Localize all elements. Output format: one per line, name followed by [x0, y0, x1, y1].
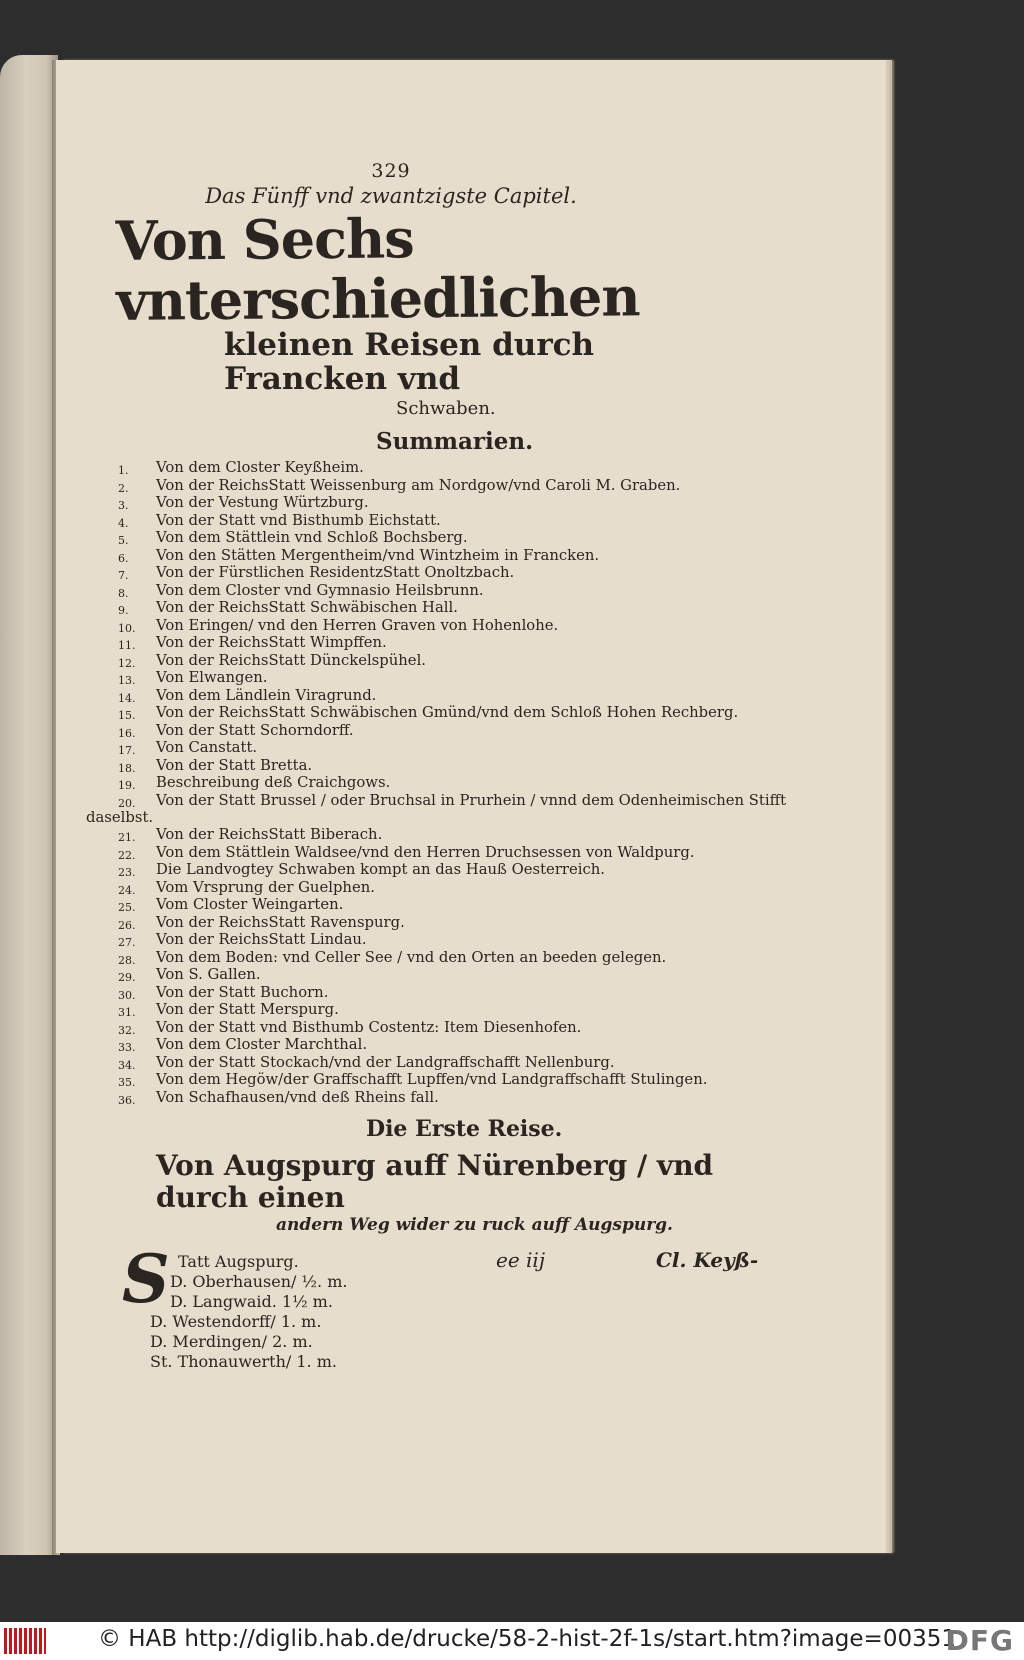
toc-text: Von S. Gallen. — [156, 966, 261, 983]
toc-text: Von der ReichsStatt Weissenburg am Nordgow/vnd Caroli M. Graben. — [156, 476, 681, 494]
toc-item — [86, 931, 766, 949]
route-stop: D. Merdingen/ 2. m. — [150, 1332, 313, 1351]
dfg-logo: DFG — [945, 1624, 1014, 1657]
toc-number: 25. — [118, 901, 136, 914]
toc-text: Von der ReichsStatt Ravenspurg. — [156, 913, 405, 931]
toc-item — [86, 634, 766, 652]
toc-item — [86, 547, 766, 565]
toc-item — [86, 879, 766, 897]
toc-number: 24. — [118, 883, 136, 897]
toc-number: 29. — [118, 971, 136, 984]
toc-number: 1. — [118, 464, 129, 477]
toc-item — [86, 896, 766, 914]
left-page-edge — [0, 55, 58, 1555]
toc-text: Vom Vrsprung der Guelphen. — [156, 878, 375, 896]
toc-number: 33. — [118, 1041, 136, 1054]
toc-item — [86, 844, 766, 862]
summary-heading: Summarien. — [376, 428, 534, 455]
barcode-icon — [4, 1628, 46, 1654]
toc-number: 30. — [118, 988, 136, 1002]
toc-number: 6. — [118, 551, 129, 565]
toc-text: Von dem Stättlein vnd Schloß Bochsberg. — [156, 529, 468, 546]
toc-number: 11. — [118, 639, 136, 652]
toc-text: Von der Statt Merspurg. — [156, 1001, 339, 1018]
toc-item — [86, 791, 787, 810]
toc-item — [86, 722, 766, 740]
toc-text: Von dem Stättlein Waldsee/vnd den Herren Druchsessen von Waldpurg. — [156, 843, 695, 861]
toc-item — [86, 1054, 766, 1072]
route-stop: D. Oberhausen/ ½. m. — [170, 1272, 348, 1291]
toc-item — [86, 1001, 766, 1019]
toc-number: 19. — [118, 779, 136, 792]
page-number: 329 — [371, 160, 411, 182]
toc-text: Von der Statt Buchorn. — [156, 983, 329, 1001]
title-main: Von Sechs vnterschiedlichen — [115, 206, 640, 333]
toc-text: Von der ReichsStatt Wimpffen. — [156, 634, 387, 651]
journey-title: Von Augspurg auff Nürenberg / vnd durch einen — [156, 1149, 714, 1214]
toc-item — [86, 914, 766, 932]
signature-mark: ee iij — [496, 1248, 546, 1272]
footer-url[interactable]: © HAB http://diglib.hab.de/drucke/58-2-hist-2f-1s/start.htm?image=00351 — [98, 1626, 956, 1652]
toc-number: 34. — [118, 1058, 136, 1072]
footer-bar — [0, 1622, 1024, 1660]
toc-item — [86, 704, 766, 722]
journey-heading: Die Erste Reise. — [366, 1116, 563, 1142]
toc-text: Von dem Closter Marchthal. — [156, 1036, 368, 1053]
toc-number: 20. — [118, 796, 136, 810]
toc-text: Von der ReichsStatt Lindau. — [156, 931, 367, 948]
toc-item — [86, 652, 766, 670]
toc-item — [86, 949, 766, 967]
toc-number: 22. — [118, 848, 136, 862]
toc-number: 28. — [118, 953, 136, 967]
toc-text: Von der Fürstlichen ResidentzStatt Onoltzbach. — [156, 564, 515, 581]
toc-number: 26. — [118, 918, 136, 932]
toc-number: 2. — [118, 481, 129, 495]
toc-item — [86, 757, 766, 775]
toc-number: 18. — [118, 761, 136, 775]
toc-item — [86, 459, 766, 477]
toc-item — [86, 1089, 766, 1107]
toc-text: Von der Statt Brussel / oder Bruchsal in Prurhein / vnnd dem Odenheimischen Stifft — [156, 791, 787, 809]
toc-item — [86, 512, 766, 530]
title-subtitle: kleinen Reisen durch Francken vnd — [224, 327, 595, 397]
toc-number: 12. — [118, 656, 136, 670]
toc-text: Von der Statt vnd Bisthumb Eichstatt. — [156, 511, 441, 529]
toc-item — [86, 826, 766, 844]
toc-text: Vom Closter Weingarten. — [156, 896, 344, 913]
toc-number: 13. — [118, 674, 136, 687]
toc-item — [86, 477, 766, 495]
toc-number: 8. — [118, 586, 129, 600]
toc-number: 3. — [118, 499, 129, 512]
toc-number: 36. — [118, 1093, 136, 1107]
toc-text: Von dem Closter Keyßheim. — [156, 459, 364, 476]
toc-text: Von dem Closter vnd Gymnasio Heilsbrunn. — [156, 581, 484, 599]
toc-number: 35. — [118, 1076, 136, 1089]
toc-text: Von der Vestung Würtzburg. — [156, 494, 369, 511]
toc-item — [86, 669, 766, 687]
toc-number: 7. — [118, 569, 129, 582]
toc-number: 15. — [118, 709, 136, 722]
toc-text: Von der ReichsStatt Dünckelspühel. — [156, 651, 426, 669]
toc-item — [86, 564, 766, 582]
toc-number: 14. — [118, 691, 136, 705]
toc-text: Von der ReichsStatt Schwäbischen Gmünd/vnd dem Schloß Hohen Rechberg. — [156, 704, 739, 721]
catchword: Cl. Keyß- — [656, 1248, 759, 1272]
toc-item — [86, 582, 766, 600]
toc-number: 5. — [118, 534, 129, 547]
toc-number: 17. — [118, 744, 136, 757]
toc-item — [86, 966, 766, 984]
toc-item — [86, 529, 766, 547]
toc-number: 9. — [118, 604, 129, 617]
toc-text: Die Landvogtey Schwaben kompt an das Hauß Oesterreich. — [156, 861, 605, 878]
toc-continuation: daselbst. — [86, 809, 154, 826]
toc-number: 10. — [118, 621, 136, 635]
toc-item — [86, 687, 766, 705]
toc-text: Von den Stätten Mergentheim/vnd Wintzheim in Francken. — [156, 546, 600, 564]
toc-text: Von Elwangen. — [156, 669, 268, 686]
toc-number: 32. — [118, 1023, 136, 1037]
toc-item — [86, 1071, 766, 1089]
journey-title-continued: andern Weg wider zu ruck auff Augspurg. — [276, 1215, 673, 1235]
toc-text: Von Eringen/ vnd den Herren Graven von Hohenlohe. — [156, 616, 559, 634]
route-stop: Tatt Augspurg. — [178, 1252, 299, 1271]
toc-text: Von Canstatt. — [156, 739, 258, 756]
print-area — [86, 160, 787, 1372]
route-stop: D. Langwaid. 1½ m. — [170, 1292, 333, 1311]
toc-item — [86, 984, 766, 1002]
toc-text: Von der ReichsStatt Schwäbischen Hall. — [156, 599, 458, 616]
table-of-contents — [86, 459, 787, 1107]
toc-text: Von dem Hegöw/der Graffschafft Lupffen/vnd Landgraffschafft Stulingen. — [156, 1071, 708, 1088]
toc-item — [86, 1036, 766, 1054]
toc-text: Von der Statt Bretta. — [156, 756, 313, 774]
toc-item — [86, 774, 766, 792]
toc-text: Von Schafhausen/vnd deß Rheins fall. — [156, 1088, 439, 1106]
toc-text: Beschreibung deß Craichgows. — [156, 774, 391, 791]
toc-item — [86, 1019, 766, 1037]
toc-text: Von der Statt Schorndorff. — [156, 721, 354, 739]
toc-item — [86, 617, 766, 635]
toc-number: 21. — [118, 831, 136, 844]
toc-text: Von der ReichsStatt Biberach. — [156, 826, 383, 843]
toc-text: Von der Statt Stockach/vnd der Landgraffschafft Nellenburg. — [156, 1053, 615, 1071]
toc-item — [86, 599, 766, 617]
toc-number: 31. — [118, 1006, 136, 1019]
title-subtitle-end: Schwaben. — [396, 398, 496, 419]
toc-text: Von dem Ländlein Viragrund. — [156, 686, 377, 704]
toc-item — [86, 861, 766, 879]
toc-item — [86, 739, 766, 757]
toc-text: Von dem Boden: vnd Celler See / vnd den Orten an beeden gelegen. — [156, 948, 667, 966]
toc-number: 4. — [118, 516, 129, 530]
toc-number: 23. — [118, 866, 136, 879]
toc-number: 27. — [118, 936, 136, 949]
route-stop: St. Thonauwerth/ 1. m. — [150, 1352, 337, 1371]
toc-item — [86, 494, 766, 512]
toc-text: Von der Statt vnd Bisthumb Costentz: Item Diesenhofen. — [156, 1018, 582, 1036]
toc-number: 16. — [118, 726, 136, 740]
book-page — [56, 60, 886, 1553]
drop-cap: S — [122, 1240, 170, 1318]
route-stop: D. Westendorff/ 1. m. — [150, 1312, 322, 1331]
chapter-label: Das Fünff vnd zwantzigste Capitel. — [205, 184, 577, 208]
